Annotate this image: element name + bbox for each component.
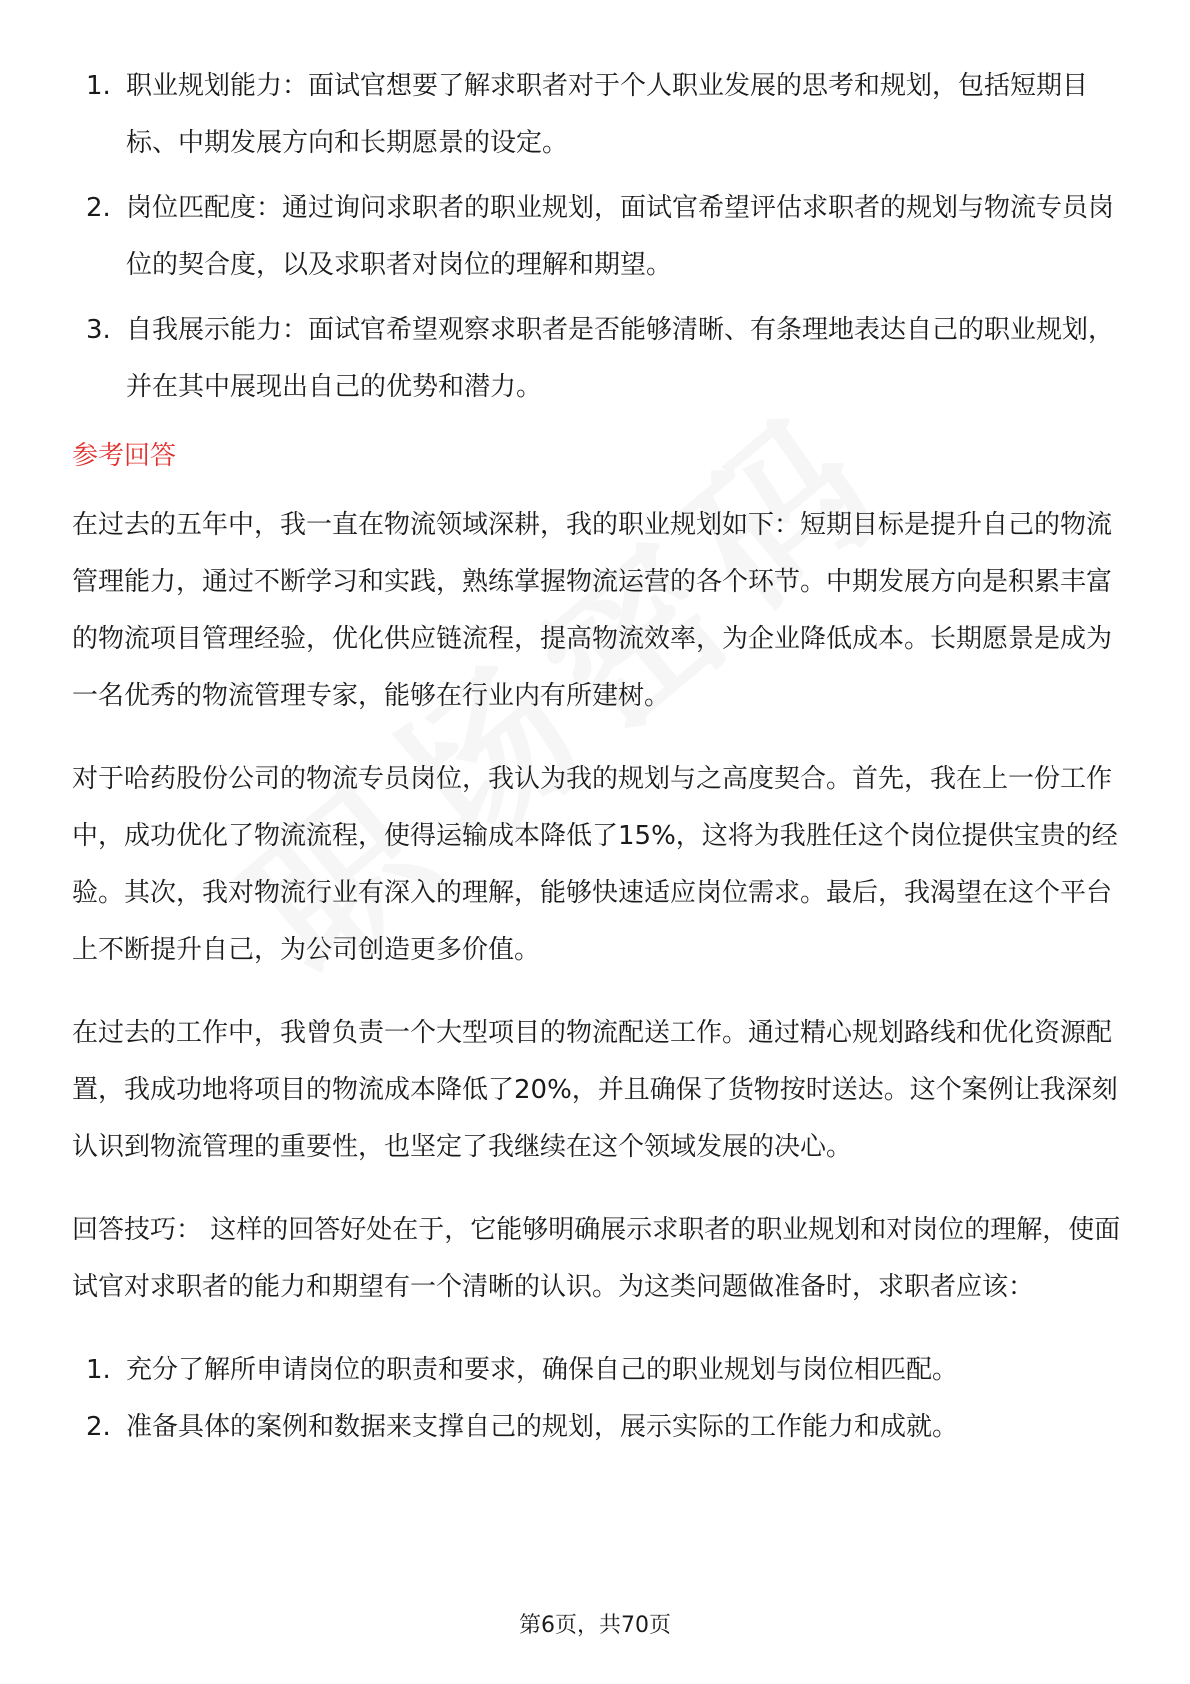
list-item-number: 3. <box>86 315 111 345</box>
answer-paragraph: 在过去的工作中，我曾负责一个大型项目的物流配送工作。通过精心规划路线和优化资源配置，我成功地将项目的物流成本降低了20%，并且确保了货物按时送达。这个案例让我深刻认识到物流管理的重要性，也坚定了我继续在这个领域发展的决心。 <box>72 1018 1118 1162</box>
list-item <box>72 58 1122 172</box>
list-item-number: 2. <box>86 1412 111 1442</box>
list-item-number: 2. <box>86 193 111 223</box>
section-heading: 参考回答 <box>72 441 177 471</box>
list-item-number: 1. <box>86 71 111 101</box>
list-item-text: 充分了解所申请岗位的职责和要求，确保自己的职业规划与岗位相匹配。 <box>126 1355 959 1385</box>
tips-paragraph: 回答技巧： 这样的回答好处在于，它能够明确展示求职者的职业规划和对岗位的理解，使面试官对求职者的能力和期望有一个清晰的认识。为这类问题做准备时，求职者应该： <box>72 1215 1121 1302</box>
answer-paragraph: 在过去的五年中，我一直在物流领域深耕，我的职业规划如下：短期目标是提升自己的物流管理能力，通过不断学习和实践，熟练掌握物流运营的各个环节。中期发展方向是积累丰富的物流项目管理经验，优化供应链流程，提高物流效率，为企业降低成本。长期愿景是成为一名优秀的物流管理专家，能够在行业内有所建树。 <box>72 510 1113 711</box>
document-body <box>72 58 1122 1456</box>
list-item-number: 1. <box>86 1355 111 1385</box>
list-item-text: 岗位匹配度：通过询问求职者的职业规划，面试官希望评估求职者的规划与物流专员岗位的契合度，以及求职者对岗位的理解和期望。 <box>126 193 1115 280</box>
answer-paragraph: 对于哈药股份公司的物流专员岗位，我认为我的规划与之高度契合。首先，我在上一份工作中，成功优化了物流流程，使得运输成本降低了15%，这将为我胜任这个岗位提供宝贵的经验。其次，我对物流行业有深入的理解，能够快速适应岗位需求。最后，我渴望在这个平台上不断提升自己，为公司创造更多价值。 <box>72 764 1118 965</box>
evaluation-points-list <box>72 58 1122 416</box>
list-item <box>72 180 1122 294</box>
list-item-text: 职业规划能力：面试官想要了解求职者对于个人职业发展的思考和规划，包括短期目标、中期发展方向和长期愿景的设定。 <box>126 71 1089 158</box>
list-item <box>72 302 1122 416</box>
preparation-list <box>72 1342 1122 1456</box>
list-item-text: 自我展示能力：面试官希望观察求职者是否能够清晰、有条理地表达自己的职业规划，并在其中展现出自己的优势和潜力。 <box>126 315 1115 402</box>
list-item <box>72 1399 1122 1456</box>
page-number: 第6页，共70页 <box>519 1613 671 1638</box>
list-item <box>72 1342 1122 1399</box>
list-item-text: 准备具体的案例和数据来支撑自己的规划，展示实际的工作能力和成就。 <box>126 1412 959 1442</box>
